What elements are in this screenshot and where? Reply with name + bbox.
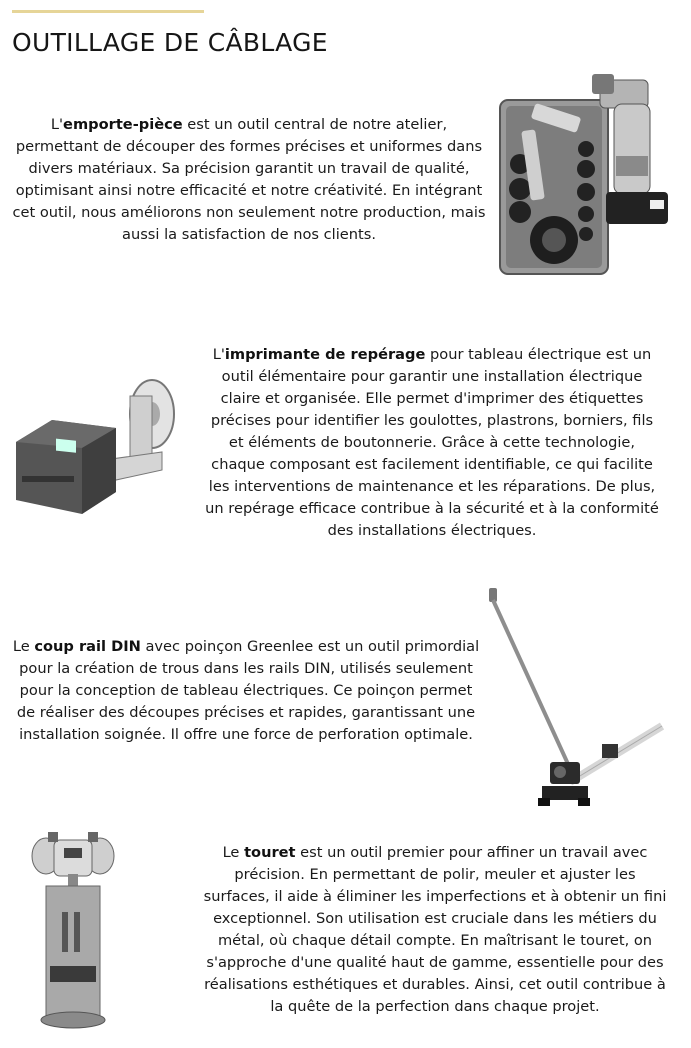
din-rail-cutter-icon <box>486 586 664 812</box>
label-printer-icon <box>12 372 178 522</box>
accent-bar <box>12 10 204 13</box>
tool-name: coup rail DIN <box>34 638 141 655</box>
text-body: est un outil central de notre atelier, permettant de découper des formes précises et uniformes dans divers matériaux. Sa précision garantit un travail de qualité, optimisant ainsi notre efficacité et notre créativité. En intégrant cet outil, nous améliorons non seulement notre production, mais aussi la satisfaction de nos clients. <box>12 116 486 243</box>
tool-name: emporte-pièce <box>63 116 183 133</box>
section-coup-rail-text <box>12 636 480 746</box>
text-body: avec poinçon Greenlee est un outil primordial pour la création de trous dans les rails DIN, utilisés seulement pour la conception de tableau électriques. Ce poinçon permet de réaliser des découpes précises et rapides, garantissant une installation soignée. Il offre une force de perforation optimale. <box>16 638 480 743</box>
text-body: est un outil premier pour affiner un travail avec précision. En permettant de polir, meuler et ajuster les surfaces, il aide à éliminer les imperfections et à obtenir un fini exceptionnel. Son utilisation est cruciale dans les métiers du métal, où chaque détail compte. En maîtrisant le touret, on s'approche d'une qualité haut de gamme, essentielle pour des réalisations esthétiques et durables. Ainsi, cet outil contribue à la quête de la perfection dans chaque projet. <box>203 844 667 1015</box>
tool-name: imprimante de repérage <box>224 346 426 363</box>
punch-kit-icon <box>496 64 672 278</box>
section-imprimante-text <box>202 344 662 542</box>
text-body: pour tableau électrique est un outil élémentaire pour garantir une installation électrique claire et organisée. Elle permet d'imprimer des étiquettes précises pour identifier les goulottes, plastrons, borniers, fils et éléments de boutonnerie. Grâce à cette technologie, chaque composant est facilement identifiable, ce qui facilite les interventions de maintenance et les réparations. De plus, un repérage efficace contribue à la sécurité et à la conformité des installations électriques. <box>205 346 659 539</box>
text-lead: L' <box>50 116 64 133</box>
tool-name: touret <box>244 844 296 861</box>
text-lead: Le <box>222 844 245 861</box>
section-emporte-piece-text <box>10 114 488 246</box>
section-touret-text <box>200 842 670 1018</box>
text-lead: L' <box>212 346 225 363</box>
text-lead: Le <box>12 638 35 655</box>
bench-grinder-icon <box>28 826 118 1032</box>
page-title: OUTILLAGE DE CÂBLAGE <box>12 28 328 57</box>
